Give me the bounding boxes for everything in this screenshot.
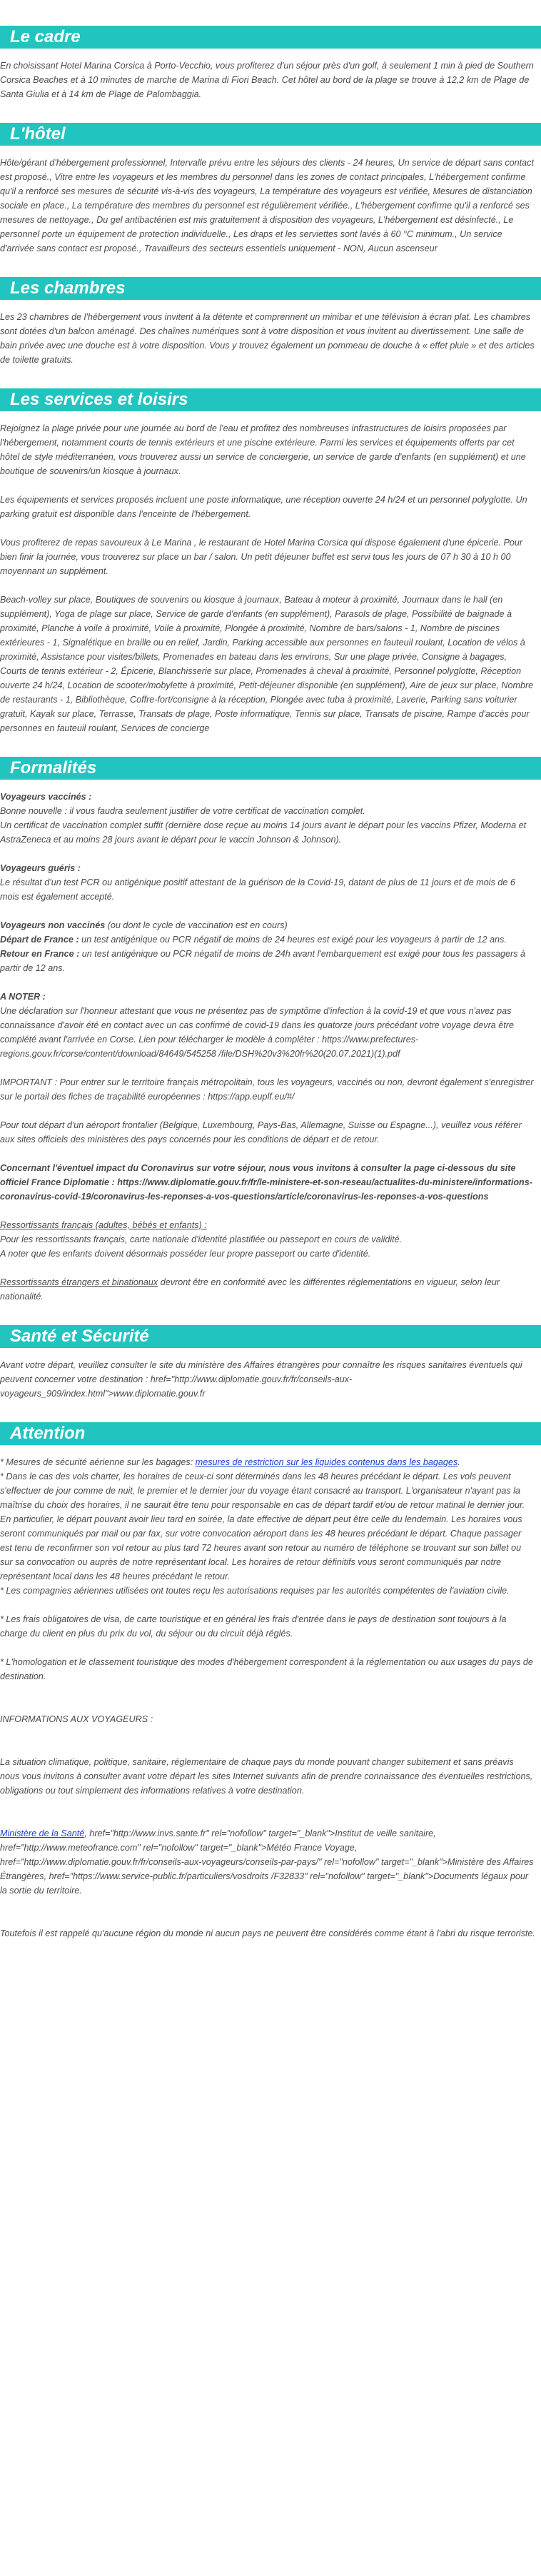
attention-paragraph-3: * Les compagnies aériennes utilisées ont toutes reçu les autorisations requises par les autorités compétentes de l'aviation civile. (0, 1586, 510, 1596)
attention-body (0, 1455, 535, 1941)
vaccines-line-1: Bonne nouvelle : il vous faudra seulement justifier de votre certificat de vaccination complet. (0, 806, 365, 816)
section-attention (0, 1422, 541, 1941)
hotel-text: Hôte/gérant d'hébergement professionnel, Intervalle prévu entre les séjours des clients - 24 heures, Un service de départ sans contact est proposé., Vitre entre les voyageurs et les membres du personnel dans les zones de contact principales, L'hébergement confirme qu'il a renforcé ses mesures de sécurité vis-à-vis des voyageurs, La température des voyageurs est vérifiée, Mesures de distanciation sociale en place., La température des membres du personnel est régulièrement vérifiée., L'hébergement confirme qu'il a renforcé ses mesures de nettoyage., Du gel antibactérien est mis gratuitement à disposition des voyageurs, L'hébergement est désinfecté., Le personnel porte un équipement de protection individuelle., Les draps et les serviettes sont lavés à 60 °C minimum., Un service d'arrivée sans contact est proposé., Travailleurs des secteurs essentiels uniquement - NON, Aucun ascenseur (0, 158, 534, 253)
services-paragraph-1: Rejoignez la plage privée pour une journée au bord de l'eau et profitez des nombreuses infrastructures de loisirs proposées par l'hébergement, notamment courts de tennis extérieurs et une piscine extérieure. Parmi les services et équipements offerts par cet hôtel de style méditerranéen, vous trouverez aussi un service de conciergerie, un service de garde d'enfants (en supplément) et une boutique de souvenirs/un kiosque à journaux. (0, 423, 526, 476)
attention-paragraph-4: * Les frais obligatoires de visa, de carte touristique et en général les frais d'entrée dans le pays de destination sont toujours à la charge du client en plus du prix du vol, du séjour ou du circuit déjà réglés. (0, 1614, 507, 1639)
ressortissants-francais-heading: Ressortissants français (adultes, bébés et enfants) : (0, 1220, 207, 1230)
section-hotel (0, 123, 541, 256)
section-title-sante: Santé et Sécurité (0, 1325, 541, 1348)
section-formalites (0, 757, 541, 1304)
depart-france-text: un test antigénique ou PCR négatif de moins de 24 heures est exigé pour les voyageurs à partir de 12 ans. (79, 935, 507, 945)
ressortissants-francais-line-2: A noter que les enfants doivent désormais posséder leur propre passeport ou carte d'identité. (0, 1249, 371, 1259)
retour-france-line (0, 947, 535, 975)
non-vaccines-heading (0, 918, 535, 932)
section-title-cadre: Le cadre (0, 26, 541, 49)
services-paragraph-3: Vous profiterez de repas savoureux à Le Marina , le restaurant de Hotel Marina Corsica qui dispose également d'une épicerie. Pour bien finir la journée, vous trouverez sur place un bar / salon. Un petit déjeuner buffet est servi tous les jours de 07 h 30 à 10 h 00 moyennant un supplément. (0, 538, 523, 576)
attention-p1-end: . (457, 1457, 460, 1467)
attention-p1-text: * Mesures de sécurité aérienne sur les bagages: (0, 1457, 196, 1467)
informations-voyageurs-heading: INFORMATIONS AUX VOYAGEURS : (0, 1714, 153, 1724)
section-title-chambres: Les chambres (0, 277, 541, 300)
non-vaccines-heading-note: (ou dont le cycle de vaccination est en cours) (105, 920, 288, 930)
services-paragraph-4: Beach-volley sur place, Boutiques de souvenirs ou kiosque à journaux, Bateau à moteur à proximité, Journaux dans le hall (en supplément), Yoga de plage sur place, Service de garde d'enfants (en supplément), Parasols de plage, Possibilité de baignade à proximité, Planche à voile à proximité, Voile à proximité, Plongée à proximité, Nombre de bars/salons - 1, Nombre de piscines extérieures - 1, Signalétique en braille ou en relief, Jardin, Parking accessible aux personnes en fauteuil roulant, Location de vélos à proximité, Assistance pour visites/billets, Promenades en bateau dans les environs, Sur une plage privée, Consigne à bagages, Courts de tennis extérieur - 2, Épicerie, Blanchisserie sur place, Promenades à cheval à proximité, Personnel polyglotte, Réception ouverte 24 h/24, Location de scooter/mobylette à proximité, Petit-déjeuner disponible (en supplément), Aire de jeux sur place, Nombre de restaurants - 1, Bibliothèque, Coffre-fort/consigne à la réception, Plongée avec tuba à proximité, Laverie, Parking sans voiturier gratuit, Kayak sur place, Terrasse, Transats de plage, Poste informatique, Tennis sur place, Transats de piscine, Rampe d'accès pour personnes en fauteuil roulant, Services de concierge (0, 595, 534, 733)
important-text: IMPORTANT : Pour entrer sur le territoire français métropolitain, tous les voyageurs, vaccinés ou non, devront également s'enregistrer sur le portail des fiches de traçabilité européennes : https://app.euplf.eu/#/ (0, 1077, 534, 1102)
services-body (0, 421, 535, 735)
depart-france-line (0, 932, 535, 947)
attention-paragraph-1 (0, 1455, 535, 1469)
section-title-formalites: Formalités (0, 757, 541, 780)
section-services (0, 388, 541, 735)
frontalier-text: Pour tout départ d'un aéroport frontalier (Belgique, Luxembourg, Pays-Bas, Allemagne, Suisse ou Espagne...), veuillez vous référer aux sites officiels des ministères des pays concernés pour les conditions de départ et de retour. (0, 1120, 522, 1144)
formalites-body (0, 790, 535, 1304)
ressortissants-francais-line-1: Pour les ressortissants français, carte nationale d'identité plastifiée ou passeport en cours de validité. (0, 1234, 403, 1244)
section-title-hotel: L'hôtel (0, 123, 541, 146)
liquides-restriction-link[interactable]: mesures de restriction sur les liquides contenus dans les bagages (195, 1457, 458, 1467)
attention-paragraph-7: La situation climatique, politique, sanitaire, réglementaire de chaque pays du monde pouvant changer subitement et sans préavis nous vous invitons à consulter avant votre départ les sites Internet suivants afin de prendre connaissance des éventuelles restrictions, obligations ou tout simplement des informations relatives à votre destination. (0, 1757, 533, 1796)
section-title-attention: Attention (0, 1422, 541, 1445)
vaccines-line-2: Un certificat de vaccination complet suffit (dernière dose reçue au moins 14 jours avant le départ pour les vaccins Pfizer, Moderna et AstraZeneca et au moins 28 jours avant le départ pour le vaccin Johnson & Johnson). (0, 820, 527, 845)
section-cadre (0, 26, 541, 101)
attention-paragraph-9: Toutefois il est rappelé qu'aucune région du monde ni aucun pays ne peuvent être considérés comme étant à l'abri du risque terroriste. (0, 1928, 535, 1938)
retour-france-label: Retour en France : (0, 949, 80, 959)
section-title-services: Les services et loisirs (0, 388, 541, 411)
ministere-sante-link[interactable]: Ministère de la Santé (0, 1828, 85, 1838)
attention-paragraph-8 (0, 1826, 535, 1898)
non-vaccines-heading-bold: Voyageurs non vaccinés (0, 920, 106, 930)
attention-p8-text: , href="http://www.invs.sante.fr" rel="nofollow" target="_blank">Institut de veille sanitaire, href="http://www.meteofrance.com" rel="nofollow" target="_blank">Météo France Voyage, href="http://www.diplomatie.gouv.fr/fr/conseils-aux-voyageurs/conseils-par-pays/" rel="nofollow" target="_blank">Ministère des Affaires Étrangères, href="https://www.service-public.fr/particuliers/vosdroits /F32833" rel="nofollow" target="_blank">Documents légaux pour la sortie du territoire. (0, 1828, 534, 1896)
chambres-text: Les 23 chambres de l'hébergement vous invitent à la détente et comprennent un minibar et une télévision à écran plat. Les chambres sont dotées d'un balcon aménagé. Des chaînes numériques sont à votre disposition et vous invitent au divertissement. Une salle de bain privée avec une douche est à votre disposition. Vous y trouvez également un pommeau de douche à « effet pluie » et des articles de toilette gratuits. (0, 312, 535, 365)
vaccines-heading: Voyageurs vaccinés : (0, 792, 92, 802)
gueris-line-1: Le résultat d'un test PCR ou antigénique positif attestant de la guérison de la Covid-19, datant de plus de 11 jours et de mois de 6 mois est également accepté. (0, 877, 515, 902)
nota-text: Une déclaration sur l'honneur attestant que vous ne présentez pas de symptôme d'infection à la covid-19 et que vous n'avez pas connaissance d'avoir été en contact avec un cas confirmé de covid-19 dans les quatorze jours précédant votre voyage devra être complété avant l'arrivée en Corse. Lien pour télécharger le modèle à compléter : https://www.prefectures-regions.gouv.fr/corse/content/download/84649/545258 /file/DSH%20v3%20fr%20(20.07.2021)(1).pdf (0, 1006, 514, 1059)
attention-paragraph-2: * Dans le cas des vols charter, les horaires de ceux-ci sont déterminés dans les 48 heures précédant le départ. Les vols peuvent s'effectuer de jour comme de nuit, le premier et le dernier jour du voyage étant consacré au transport. L'organisateur n'ayant pas la maîtrise du choix des horaires, il ne saurait être tenu pour responsable en cas de départ tardif et/ou de retour matinal le dernier jour. En particulier, le départ pouvant avoir lieu tard en soirée, la date effective de départ peut être celle du lendemain. Les horaires vous seront communiqués par mail ou par fax, sur votre convocation aéroport dans les 48 heures précédant le départ. Chaque passager est tenu de reconfirmer son vol retour au plus tard 72 heures avant son retour au numéro de téléphone se trouvant sur son billet ou sur sa convocation ou auprès de notre représentant local. Les horaires de retour définitifs vous seront communiqués par notre représentant local dans les 48 heures précédant le retour. (0, 1471, 525, 1581)
services-paragraph-2: Les équipements et services proposés incluent une poste informatique, une réception ouverte 24 h/24 et un personnel polyglotte. Un parking gratuit est disponible dans l'enceinte de l'hébergement. (0, 495, 527, 519)
nota-heading: A NOTER : (0, 992, 46, 1002)
ressortissants-etrangers-text: devront être en conformité avec les différentes réglementations en vigueur, selon leur nationalité. (0, 1277, 500, 1302)
attention-paragraph-5: * L'homologation et le classement touristique des modes d'hébergement correspondent à la réglementation ou aux usages du pays de destination. (0, 1657, 533, 1681)
coronavirus-text: Concernant l'éventuel impact du Coronavirus sur votre séjour, nous vous invitons à consulter la page ci-dessous du site officiel France Diplomatie : https://www.diplomatie.gouv.fr/fr/le-ministere-et-son-reseau/actualites-du-ministere/informations-coronavirus-covid-19/coronavirus-les-reponses-a-vos-questions/article/coronavirus-les-reponses-a-vos-questions (0, 1163, 532, 1202)
section-chambres (0, 277, 541, 367)
section-sante (0, 1325, 541, 1401)
depart-france-label: Départ de France : (0, 935, 79, 945)
retour-france-text: un test antigénique ou PCR négatif de moins de 24h avant l'embarquement est exigé pour tous les passagers à partir de 12 ans. (0, 949, 526, 973)
sante-text: Avant votre départ, veuillez consulter le site du ministère des Affaires étrangères pour connaître les risques sanitaires éventuels qui peuvent concerner votre destination : href="http://www.diplomatie.gouv.fr/fr/conseils-aux-voyageurs_909/index.html">www.diplomatie.gouv.fr (0, 1360, 522, 1399)
ressortissants-etrangers-label: Ressortissants étrangers et binationaux (0, 1277, 158, 1287)
gueris-heading: Voyageurs guéris : (0, 863, 81, 873)
cadre-text: En choisissant Hotel Marina Corsica à Porto-Vecchio, vous profiterez d'un séjour près d'un golf, à seulement 1 min à pied de Southern Corsica Beaches et à 10 minutes de marche de Marina di Fiori Beach. Cet hôtel au bord de la plage se trouve à 12,2 km de Plage de Santa Giulia et à 14 km de Plage de Palombaggia. (0, 61, 534, 99)
ressortissants-etrangers-line (0, 1275, 535, 1304)
